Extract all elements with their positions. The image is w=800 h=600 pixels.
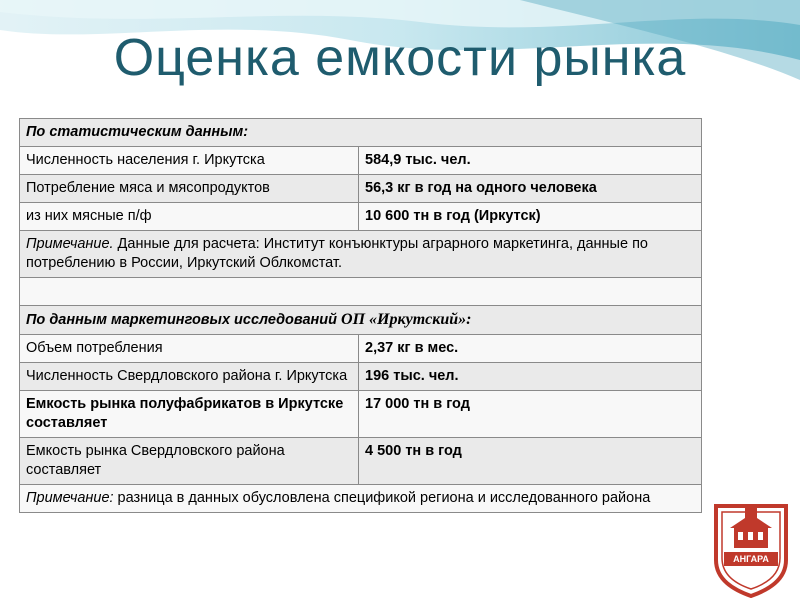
note-row bbox=[20, 485, 702, 513]
table-row bbox=[20, 175, 702, 203]
table-row bbox=[20, 363, 702, 391]
note1-text: Данные для расчета: Институт конъюнктуры аграрного маркетинга, данные по потреблению в России, Иркутский Облкомстат. bbox=[26, 236, 648, 271]
empty-cell bbox=[20, 278, 702, 306]
note-row bbox=[20, 231, 702, 278]
row-value: 196 тыс. чел. bbox=[359, 363, 702, 391]
row-label: Емкость рынка полуфабрикатов в Иркутске составляет bbox=[20, 391, 359, 438]
row-label: Потребление мяса и мясопродуктов bbox=[20, 175, 359, 203]
row-value: 584,9 тыс. чел. bbox=[359, 147, 702, 175]
row-value: 17 000 тн в год bbox=[359, 391, 702, 438]
table-row bbox=[20, 147, 702, 175]
row-value: 2,37 кг в мес. bbox=[359, 335, 702, 363]
spacer-row bbox=[20, 278, 702, 306]
row-label: Емкость рынка Свердловского района составляет bbox=[20, 438, 359, 485]
row-label: Численность Свердловского района г. Иркутска bbox=[20, 363, 359, 391]
section2-header-text: По данным маркетинговых исследований bbox=[26, 312, 342, 328]
row-value: 56,3 кг в год на одного человека bbox=[359, 175, 702, 203]
row-value: 10 600 тн в год (Иркутск) bbox=[359, 203, 702, 231]
table-row bbox=[20, 335, 702, 363]
section-header-row bbox=[20, 119, 702, 147]
note1-label: Примечание. bbox=[26, 236, 114, 252]
table-row bbox=[20, 391, 702, 438]
section2-header bbox=[20, 306, 702, 335]
row-label: Численность населения г. Иркутска bbox=[20, 147, 359, 175]
section1-header: По статистическим данным: bbox=[20, 119, 702, 147]
note2 bbox=[20, 485, 702, 513]
table-row bbox=[20, 203, 702, 231]
logo-text: АНГАРА bbox=[733, 554, 769, 564]
row-label: из них мясные п/ф bbox=[20, 203, 359, 231]
note1 bbox=[20, 231, 702, 278]
row-label: Объем потребления bbox=[20, 335, 359, 363]
slide-title: Оценка емкости рынка bbox=[113, 29, 687, 87]
market-capacity-table bbox=[19, 118, 702, 513]
row-value: 4 500 тн в год bbox=[359, 438, 702, 485]
section-header-row bbox=[20, 306, 702, 335]
note2-label: Примечание: bbox=[26, 490, 114, 506]
note2-text: разница в данных обусловлена спецификой региона и исследованного района bbox=[113, 490, 651, 506]
company-emblem-icon bbox=[708, 498, 794, 598]
section2-org: ОП «Иркутский»: bbox=[341, 311, 472, 328]
table-row bbox=[20, 438, 702, 485]
